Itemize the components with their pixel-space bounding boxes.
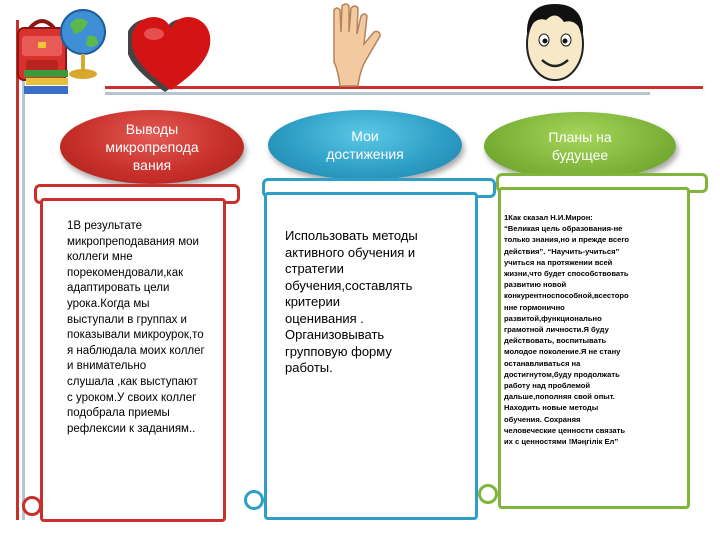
panel-left-text: 1В результате микропреподавания мои коллеги мне порекомендовали,как адаптировать цели урока.Когда мы выступали в группах и показывали микроурок,то я наблюдала моих коллег и внимательно слушала ,как выступают с уроком.У своих коллег подобрала приемы рефлексии к заданиям.. [67,220,205,435]
scroll-middle-curl-icon [244,490,264,510]
pill-plans [484,112,676,180]
pill-conclusions [60,110,244,184]
panel-middle-text: Использовать методы активного обучения и стратегии обучения,составлять критерии оценивания . Организовывать групповую форму работы. [285,228,418,375]
pill-conclusions-label: Выводы микропрепода вания [105,121,199,173]
scroll-left-curl-icon [22,496,42,516]
panel-right-text: 1Как сказал Н.И.Мирон: “Великая цель образования-не только знания,но и прежде всего действия”. “Научить-учиться” учиться на протяжении всей жизни,что будет способствовать развитию новой конкурентноспособной,всесторо нне гормонично развитой,функционально грамотной личности.Я буду действовать, воспитывать молодое поколение.Я не стану останавливаться на достигнутом,буду продолжать работу над проблемой дальше,пополняя свой опыт. Находить новые методы обучения. Сохраняя человеческие ценности связать их с ценностями !Мәңгілік Ел” [504,213,630,447]
left-border-line-red [16,20,19,520]
smiling-face-icon [520,0,590,90]
raised-hand-icon [320,2,390,88]
heart-icon [128,12,214,94]
scroll-right-curl-icon [478,484,498,504]
left-border-line-gray [22,60,25,520]
pill-achievements-label: Мои достижения [326,128,404,162]
pill-plans-label: Планы на будущее [548,129,612,163]
books-icon [22,66,72,98]
pill-achievements [268,110,462,180]
